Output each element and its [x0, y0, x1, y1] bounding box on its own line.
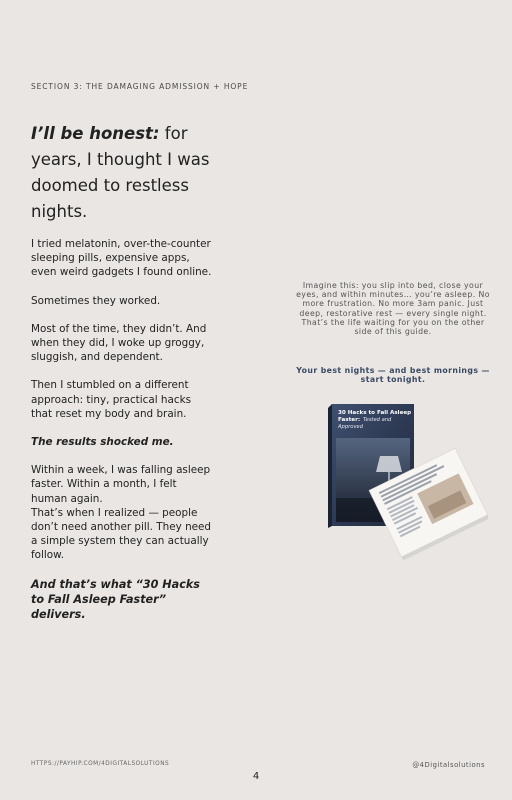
body-paragraph-5: The results shocked me.: [31, 436, 174, 449]
body-paragraph-6b: That’s when I realized — people don’t need another pill. They need a simple system they can actually follow.: [31, 506, 212, 562]
cover-title-2: Faster:: [338, 417, 361, 423]
book-spine: [328, 404, 332, 528]
ebook-mockup: [322, 400, 488, 578]
body-paragraph-2: Sometimes they worked.: [31, 294, 161, 307]
body-paragraph-7: And that’s what “30 Hacks to Fall Asleep Faster” delivers.: [31, 577, 200, 622]
page-number: 4: [252, 771, 260, 782]
body-paragraph-4: Then I stumbled on a different approach: tiny, practical hacks that reset my body and brain.: [31, 379, 192, 420]
right-paragraph-1: Imagine this: you slip into bed, close your eyes, and within minutes… you’re asleep. No more frustration. No more 3am panic. Just deep, restorative rest — every single night.: [296, 281, 490, 318]
footer-url[interactable]: HTTPS://PAYHIP.COM/4DIGITALSOLUTIONS: [31, 761, 170, 767]
cover-subtitle-2: Approved: [338, 424, 363, 430]
cover-subtitle-1: Tested and: [363, 417, 392, 423]
cover-title-1: 30 Hacks to Fall Asleep: [338, 410, 412, 416]
section-label: SECTION 3: THE DAMAGING ADMISSION + HOPE: [31, 82, 249, 91]
headline-rest: for years, I thought I was doomed to restless nights.: [31, 124, 210, 221]
body-paragraph-1: I tried melatonin, over-the-counter sleeping pills, expensive apps, even weird gadgets I found online.: [31, 238, 212, 279]
body-paragraph-3: Most of the time, they didn’t. And when they did, I woke up groggy, sluggish, and dependent.: [31, 322, 207, 364]
body-text: [31, 237, 213, 623]
headline: [31, 121, 231, 225]
right-paragraph-2: That’s the life waiting for you on the other side of this guide.: [301, 317, 485, 337]
headline-lead: I’ll be honest:: [31, 124, 160, 143]
right-column-text: [293, 281, 493, 336]
body-paragraph-6a: Within a week, I was falling asleep faster. Within a month, I felt human again.: [31, 464, 211, 505]
footer-handle: @4Digitalsolutions: [412, 761, 485, 769]
call-to-action: Your best nights — and best mornings — start tonight.: [296, 366, 490, 385]
lamp-shade: [376, 456, 402, 472]
